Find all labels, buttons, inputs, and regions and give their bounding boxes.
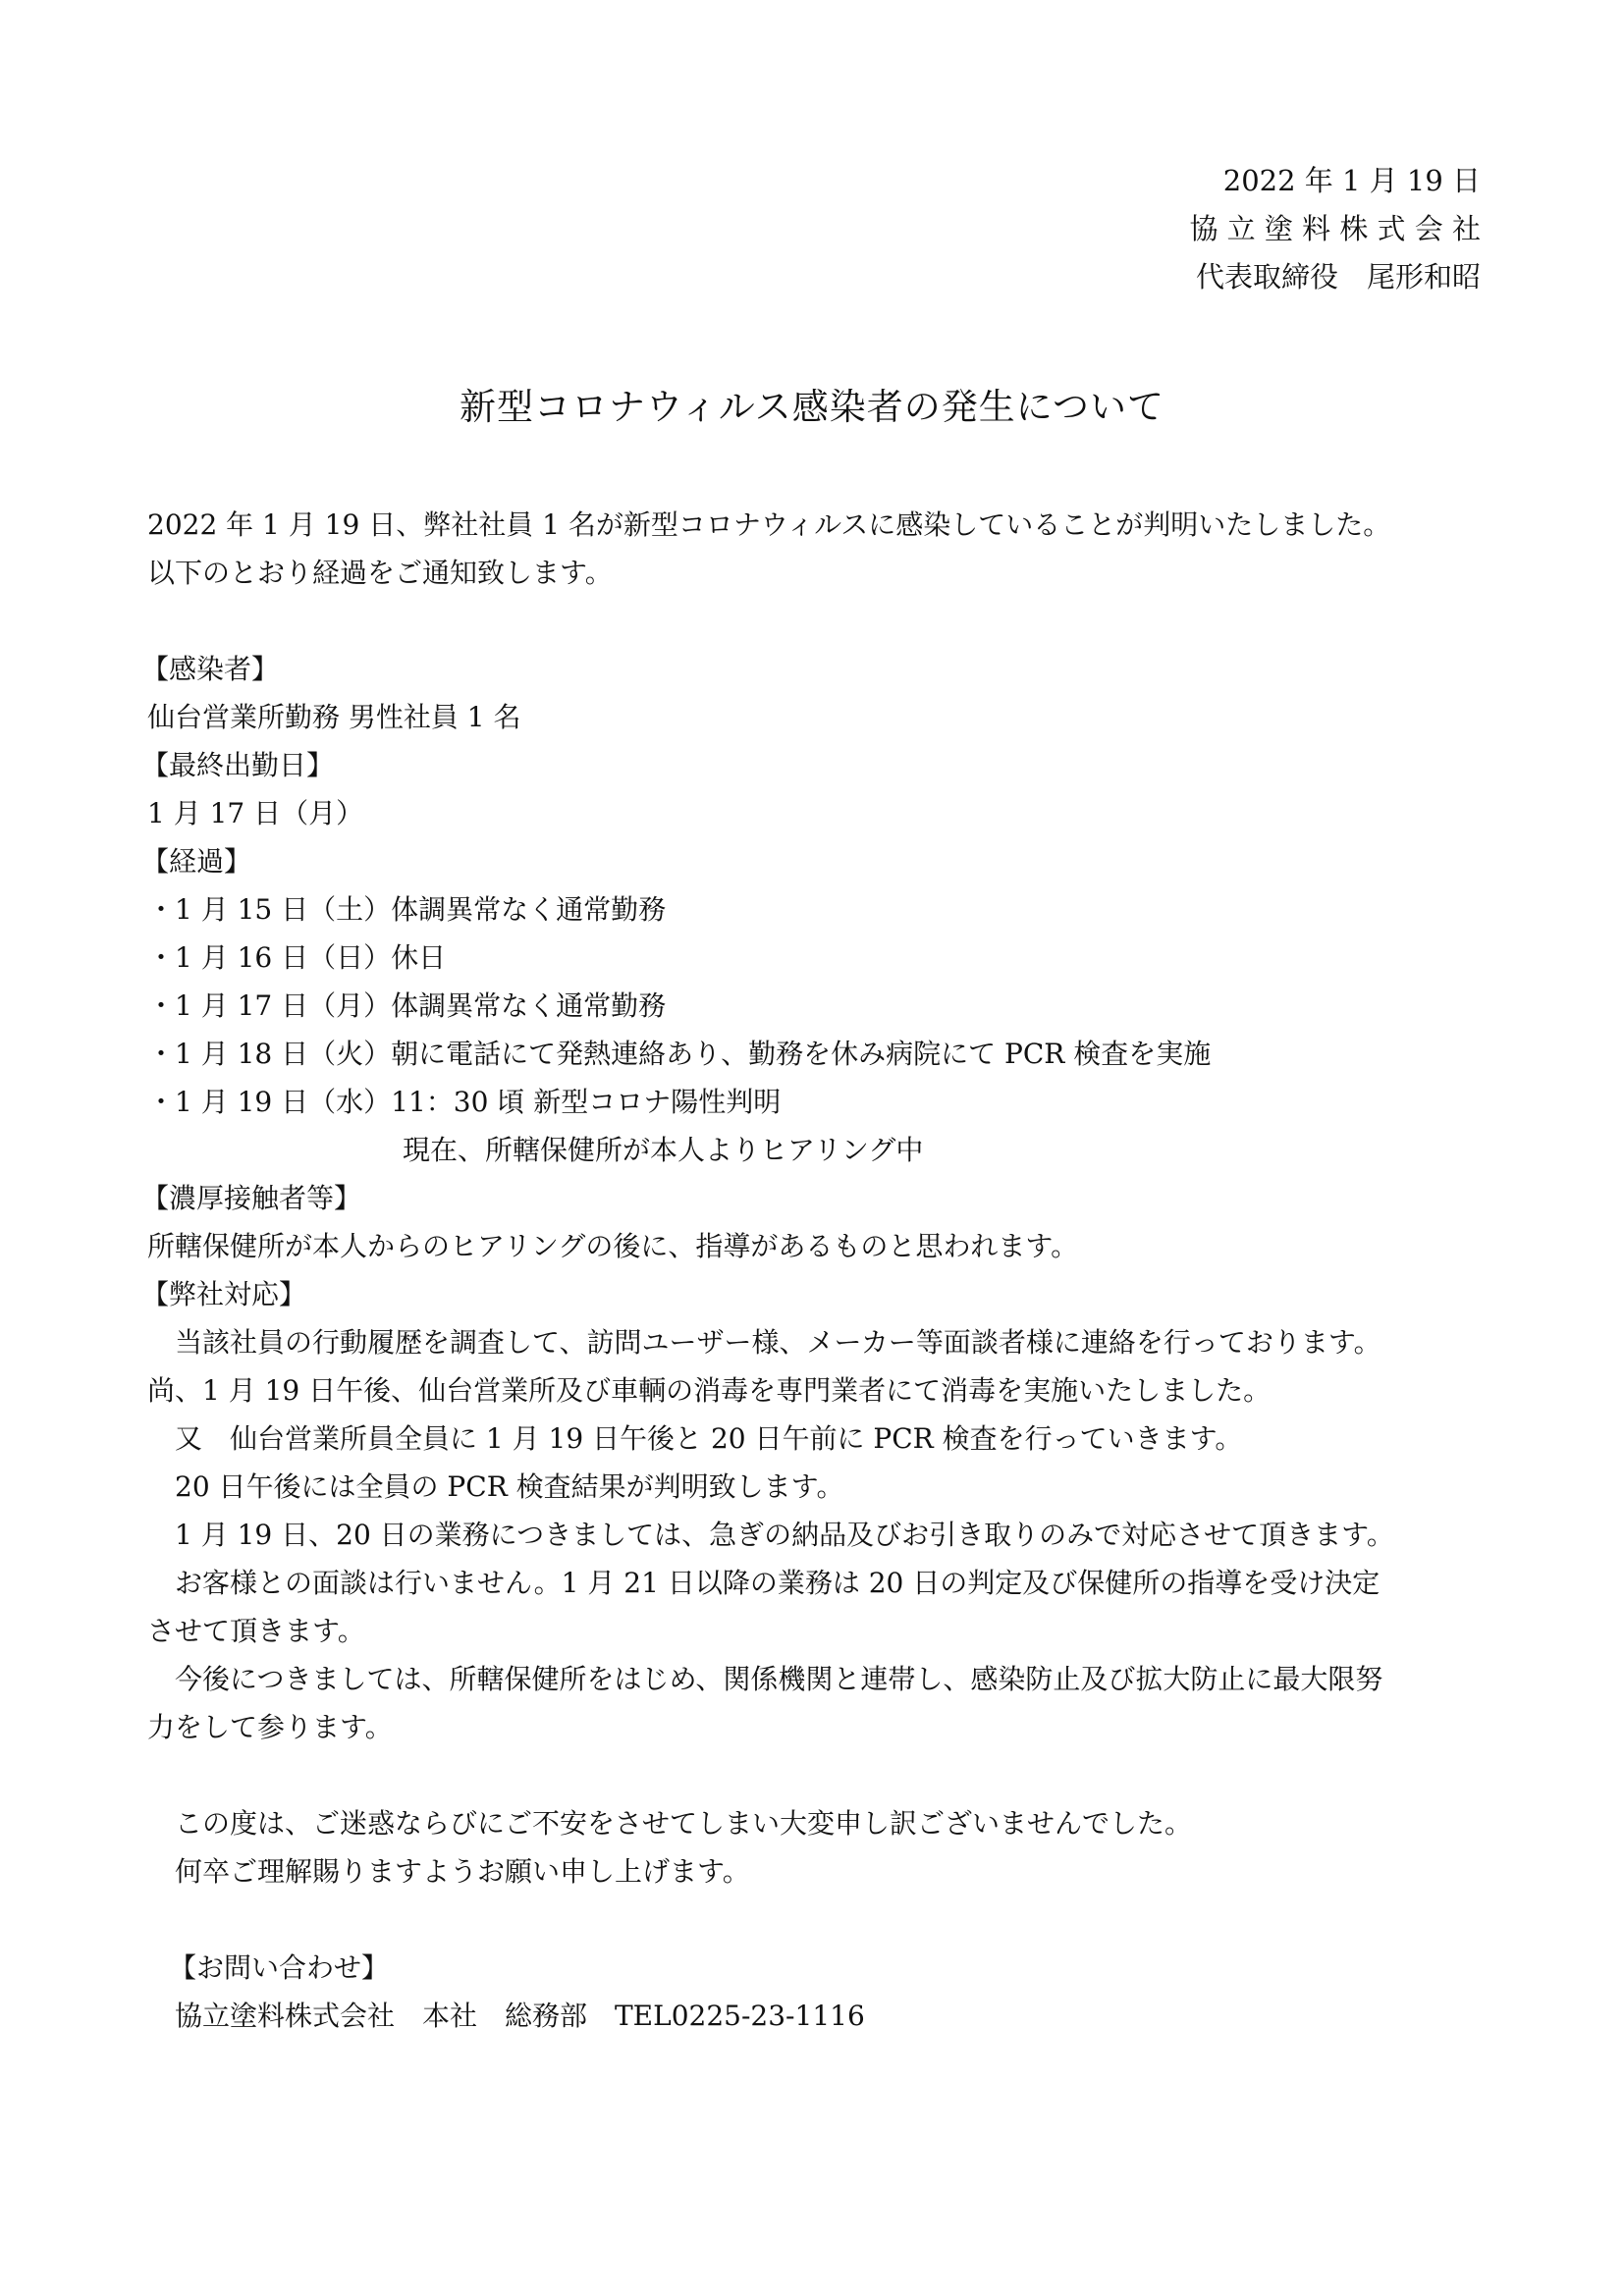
response-line: させて頂きます。 [147, 1615, 365, 1647]
document-body [141, 501, 1492, 2040]
apology-line-1: この度は、ご迷惑ならびにご不安をさせてしまい大変申し訳ございませんでした。 [175, 1807, 1193, 1840]
last-day-text: 1 月 17 日（月） [147, 797, 364, 829]
spacer [147, 1751, 1492, 1799]
progress-item: ・1 月 16 日（日）休日 [147, 941, 447, 974]
representative-name: 代表取締役 尾形和昭 [1195, 260, 1481, 294]
infected-text: 仙台営業所勤務 男性社員 1 名 [147, 701, 521, 733]
document-header [1189, 157, 1481, 301]
response-heading: 【弊社対応】 [141, 1278, 307, 1310]
response-line: 1 月 19 日、20 日の業務につきましては、急ぎの納品及びお引き取りのみで対応させて頂きます。 [175, 1519, 1394, 1551]
intro-line-2: 以下のとおり経過をご通知致します。 [147, 557, 613, 589]
spacer [147, 597, 1492, 645]
contact-text: 協立塗料株式会社 本社 総務部 TEL0225-23-1116 [175, 2000, 865, 2032]
issue-date: 2022 年 1 月 19 日 [1222, 164, 1481, 197]
response-line: 20 日午後には全員の PCR 検査結果が判明致します。 [175, 1470, 844, 1503]
progress-continuation: 現在、所轄保健所が本人よりヒアリング中 [403, 1134, 924, 1166]
response-line: 又 仙台営業所員全員に 1 月 19 日午後と 20 日午前に PCR 検査を行っていきます。 [175, 1422, 1243, 1455]
response-line: お客様との面談は行いません。1 月 21 日以降の業務は 20 日の判定及び保健所の指導を受け決定 [175, 1567, 1380, 1599]
response-line: 今後につきましては、所轄保健所をはじめ、関係機関と連帯し、感染防止及び拡大防止に最大限努 [175, 1663, 1383, 1695]
progress-item: ・1 月 17 日（月）体調異常なく通常勤務 [147, 989, 667, 1022]
contact-heading: 【お問い合わせ】 [169, 1951, 390, 1984]
intro-line-1: 2022 年 1 月 19 日、弊社社員 1 名が新型コロナウィルスに感染していることが判明いたしました。 [147, 508, 1391, 541]
progress-heading: 【経過】 [141, 845, 252, 878]
infected-heading: 【感染者】 [141, 653, 280, 685]
company-name: 協 立 塗 料 株 式 会 社 [1189, 212, 1481, 245]
close-contacts-heading: 【濃厚接触者等】 [141, 1182, 362, 1214]
document-title: 新型コロナウィルス感染者の発生について [460, 386, 1164, 428]
response-line: 力をして参ります。 [147, 1711, 393, 1743]
response-line: 尚、1 月 19 日午後、仙台営業所及び車輌の消毒を専門業者にて消毒を実施いたしました。 [147, 1374, 1272, 1407]
progress-item: ・1 月 19 日（水）11：30 頃 新型コロナ陽性判明 [147, 1086, 782, 1118]
close-contacts-text: 所轄保健所が本人からのヒアリングの後に、指導があるものと思われます。 [147, 1230, 1079, 1262]
progress-item: ・1 月 15 日（土）体調異常なく通常勤務 [147, 893, 667, 926]
progress-item: ・1 月 18 日（火）朝に電話にて発熱連絡あり、勤務を休み病院にて PCR 検査を実施 [147, 1038, 1212, 1070]
spacer [147, 1896, 1492, 1944]
last-day-heading: 【最終出勤日】 [141, 749, 335, 781]
response-line: 当該社員の行動履歴を調査して、訪問ユーザー様、メーカー等面談者様に連絡を行っております。 [175, 1326, 1381, 1359]
apology-line-2: 何卒ご理解賜りますようお願い申し上げます。 [175, 1855, 750, 1888]
